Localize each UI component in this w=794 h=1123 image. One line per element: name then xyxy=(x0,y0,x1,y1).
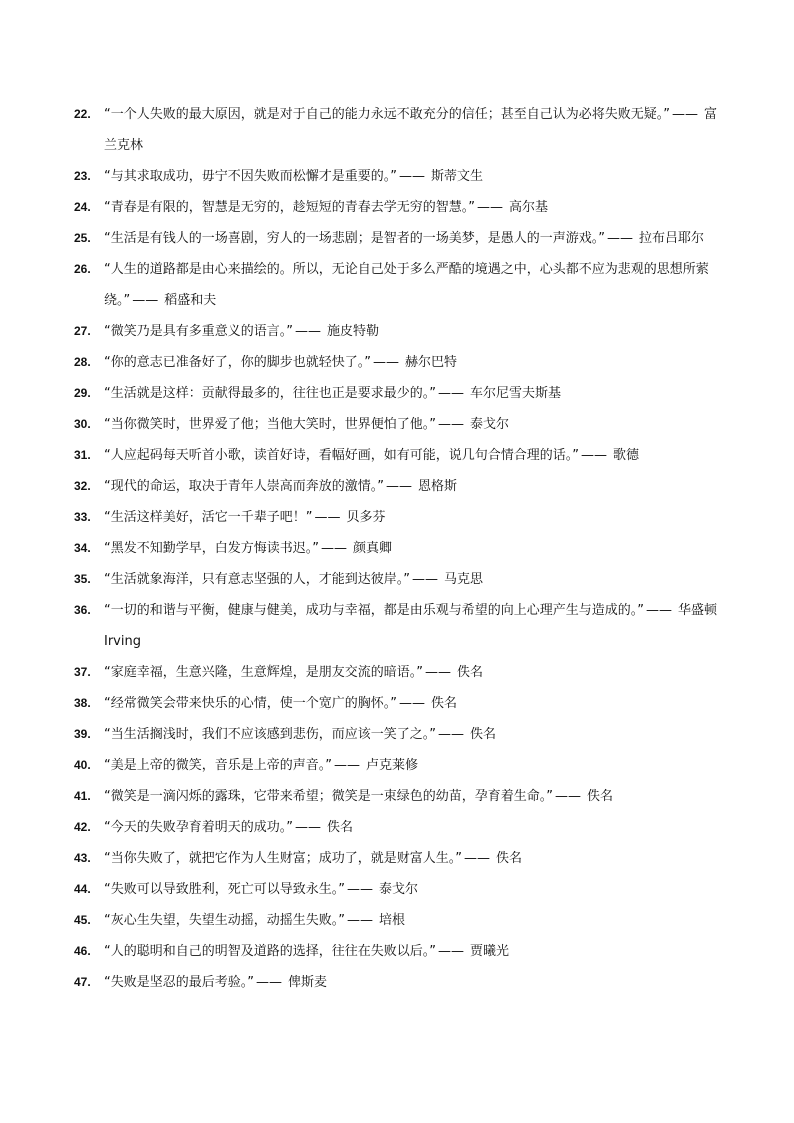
quote-separator: —— xyxy=(346,913,373,928)
quote-author: 颜真卿 xyxy=(352,541,392,556)
quote-text: “生活是有钱人的一场喜剧，穷人的一场悲剧；是智者的一场美梦，是愚人的一声游戏。” xyxy=(104,231,605,246)
quote-author: 歌德 xyxy=(612,448,639,463)
quote-item xyxy=(0,440,794,471)
quote-separator: —— xyxy=(580,448,607,463)
quote-text: “人生的道路都是由心来描绘的。所以，无论自己处于多么严酷的境遇之中，心头都不应为悲观的思想所萦绕。” xyxy=(104,262,709,308)
quote-text: “经常微笑会带来快乐的心情，使一个宽广的胸怀。” xyxy=(104,696,397,711)
quote-number: 25. xyxy=(74,231,91,245)
quote-text: “人应起码每天听首小歌，读首好诗，看幅好画，如有可能，说几句合情合理的话。” xyxy=(104,448,579,463)
quote-separator: —— xyxy=(437,727,464,742)
quote-author: 斯蒂文生 xyxy=(430,169,483,184)
quote-number: 45. xyxy=(74,913,91,927)
quote-separator: —— xyxy=(372,355,399,370)
quote-item xyxy=(0,936,794,967)
quote-item xyxy=(0,781,794,812)
quote-item xyxy=(0,192,794,223)
quote-text: “美是上帝的微笑，音乐是上帝的声音。” xyxy=(104,758,332,773)
quote-author: 佚名 xyxy=(326,820,353,835)
quote-number: 22. xyxy=(74,107,91,121)
quote-item xyxy=(0,843,794,874)
quote-item xyxy=(0,967,794,998)
quote-author: 俾斯麦 xyxy=(287,975,327,990)
quote-separator: —— xyxy=(346,882,373,897)
quote-text: “当你失败了，就把它作为人生财富；成功了，就是财富人生。” xyxy=(104,851,462,866)
quote-item xyxy=(0,378,794,409)
quote-text: “失败是坚忍的最后考验。” xyxy=(104,975,254,990)
quote-author: 佚名 xyxy=(456,665,483,680)
quote-item xyxy=(0,409,794,440)
quote-item xyxy=(0,750,794,781)
quote-number: 44. xyxy=(74,882,91,896)
quote-separator: —— xyxy=(132,293,159,308)
quote-text: “失败可以导致胜利，死亡可以导致永生。” xyxy=(104,882,345,897)
quote-separator: —— xyxy=(314,510,341,525)
quote-item xyxy=(0,99,794,161)
quote-author: 拉布吕耶尔 xyxy=(638,231,704,246)
quote-item xyxy=(0,564,794,595)
quote-number: 47. xyxy=(74,975,91,989)
quote-text: “你的意志已准备好了，你的脚步也就轻快了。” xyxy=(104,355,371,370)
quote-number: 42. xyxy=(74,820,91,834)
quote-text: “一切的和谐与平衡，健康与健美，成功与幸福，都是由乐观与希望的向上心理产生与造成的。” xyxy=(104,603,644,618)
quote-separator: —— xyxy=(320,541,347,556)
quote-separator: —— xyxy=(424,665,451,680)
quote-number: 39. xyxy=(74,727,91,741)
quote-text: “与其求取成功，毋宁不因失败而松懈才是重要的。” xyxy=(104,169,397,184)
quote-author: 恩格斯 xyxy=(417,479,457,494)
quote-number: 29. xyxy=(74,386,91,400)
quote-list xyxy=(0,99,794,998)
quote-text: “生活这样美好，活它一千辈子吧！” xyxy=(104,510,313,525)
quote-separator: —— xyxy=(437,386,464,401)
quote-item xyxy=(0,347,794,378)
quote-separator: —— xyxy=(554,789,581,804)
quote-item xyxy=(0,905,794,936)
quote-author: 高尔基 xyxy=(508,200,548,215)
quote-separator: —— xyxy=(255,975,282,990)
quote-separator: —— xyxy=(398,696,425,711)
quote-separator: —— xyxy=(437,944,464,959)
quote-item xyxy=(0,688,794,719)
quote-item xyxy=(0,874,794,905)
quote-author: 华盛顿 Irving xyxy=(104,603,717,649)
quote-author: 佚名 xyxy=(430,696,457,711)
quote-text: “生活就象海洋，只有意志坚强的人，才能到达彼岸。” xyxy=(104,572,410,587)
quote-number: 30. xyxy=(74,417,91,431)
quote-text: “微笑乃是具有多重意义的语言。” xyxy=(104,324,293,339)
quote-number: 26. xyxy=(74,262,91,276)
quote-text: “灰心生失望，失望生动摇，动摇生失败。” xyxy=(104,913,345,928)
quote-author: 佚名 xyxy=(586,789,613,804)
quote-text: “现代的命运，取决于青年人崇高而奔放的激情。” xyxy=(104,479,384,494)
quote-number: 34. xyxy=(74,541,91,555)
quote-author: 泰戈尔 xyxy=(378,882,418,897)
quote-number: 41. xyxy=(74,789,91,803)
quote-author: 施皮特勒 xyxy=(326,324,379,339)
quote-author: 赫尔巴特 xyxy=(404,355,457,370)
quote-item xyxy=(0,223,794,254)
quote-item xyxy=(0,719,794,750)
quote-author: 贾曦光 xyxy=(469,944,509,959)
quote-separator: —— xyxy=(294,324,321,339)
quote-number: 23. xyxy=(74,169,91,183)
quote-separator: —— xyxy=(333,758,360,773)
quote-separator: —— xyxy=(411,572,438,587)
quote-number: 24. xyxy=(74,200,91,214)
quote-number: 38. xyxy=(74,696,91,710)
quote-author: 马克思 xyxy=(443,572,483,587)
quote-item xyxy=(0,316,794,347)
quote-text: “微笑是一滴闪烁的露珠，它带来希望；微笑是一束绿色的幼苗，孕育着生命。” xyxy=(104,789,553,804)
quote-number: 40. xyxy=(74,758,91,772)
quote-text: “家庭幸福，生意兴隆，生意辉煌，是朋友交流的暗语。” xyxy=(104,665,423,680)
quote-number: 32. xyxy=(74,479,91,493)
quote-text: “一个人失败的最大原因，就是对于自己的能力永远不敢充分的信任；甚至自己认为必将失败无疑。” xyxy=(104,107,670,122)
quote-separator: —— xyxy=(398,169,425,184)
quote-text: “当生活搁浅时，我们不应该感到悲伤，而应该一笑了之。” xyxy=(104,727,436,742)
quote-separator: —— xyxy=(294,820,321,835)
quote-number: 35. xyxy=(74,572,91,586)
quote-item xyxy=(0,161,794,192)
quote-author: 泰戈尔 xyxy=(469,417,509,432)
quote-item xyxy=(0,812,794,843)
quote-author: 车尔尼雪夫斯基 xyxy=(469,386,561,401)
quote-author: 培根 xyxy=(378,913,405,928)
quote-number: 37. xyxy=(74,665,91,679)
quote-separator: —— xyxy=(645,603,672,618)
quote-item xyxy=(0,595,794,657)
quote-author: 佚名 xyxy=(469,727,496,742)
quote-text: “人的聪明和自己的明智及道路的选择，往往在失败以后。” xyxy=(104,944,436,959)
quote-separator: —— xyxy=(437,417,464,432)
quote-item xyxy=(0,502,794,533)
quote-separator: —— xyxy=(606,231,633,246)
quote-separator: —— xyxy=(671,107,698,122)
quote-author: 卢克莱修 xyxy=(365,758,418,773)
quote-author: 佚名 xyxy=(495,851,522,866)
quote-text: “生活就是这样：贡献得最多的，往往也正是要求最少的。” xyxy=(104,386,436,401)
quote-author: 贝多芬 xyxy=(346,510,386,525)
quote-item xyxy=(0,657,794,688)
quote-separator: —— xyxy=(463,851,490,866)
quote-author: 稻盛和夫 xyxy=(164,293,217,308)
quote-number: 33. xyxy=(74,510,91,524)
quote-text: “当你微笑时，世界爱了他；当他大笑时，世界便怕了他。” xyxy=(104,417,436,432)
quote-author: 富兰克林 xyxy=(104,107,717,153)
quote-number: 43. xyxy=(74,851,91,865)
quote-number: 36. xyxy=(74,603,91,617)
quote-text: “黑发不知勤学早，白发方悔读书迟。” xyxy=(104,541,319,556)
quote-number: 46. xyxy=(74,944,91,958)
quote-separator: —— xyxy=(385,479,412,494)
quote-text: “青春是有限的，智慧是无穷的，趁短短的青春去学无穷的智慧。” xyxy=(104,200,475,215)
quote-separator: —— xyxy=(476,200,503,215)
quote-item xyxy=(0,533,794,564)
quote-item xyxy=(0,254,794,316)
quote-item xyxy=(0,471,794,502)
quote-number: 27. xyxy=(74,324,91,338)
quote-number: 28. xyxy=(74,355,91,369)
quote-text: “今天的失败孕育着明天的成功。” xyxy=(104,820,293,835)
quote-number: 31. xyxy=(74,448,91,462)
